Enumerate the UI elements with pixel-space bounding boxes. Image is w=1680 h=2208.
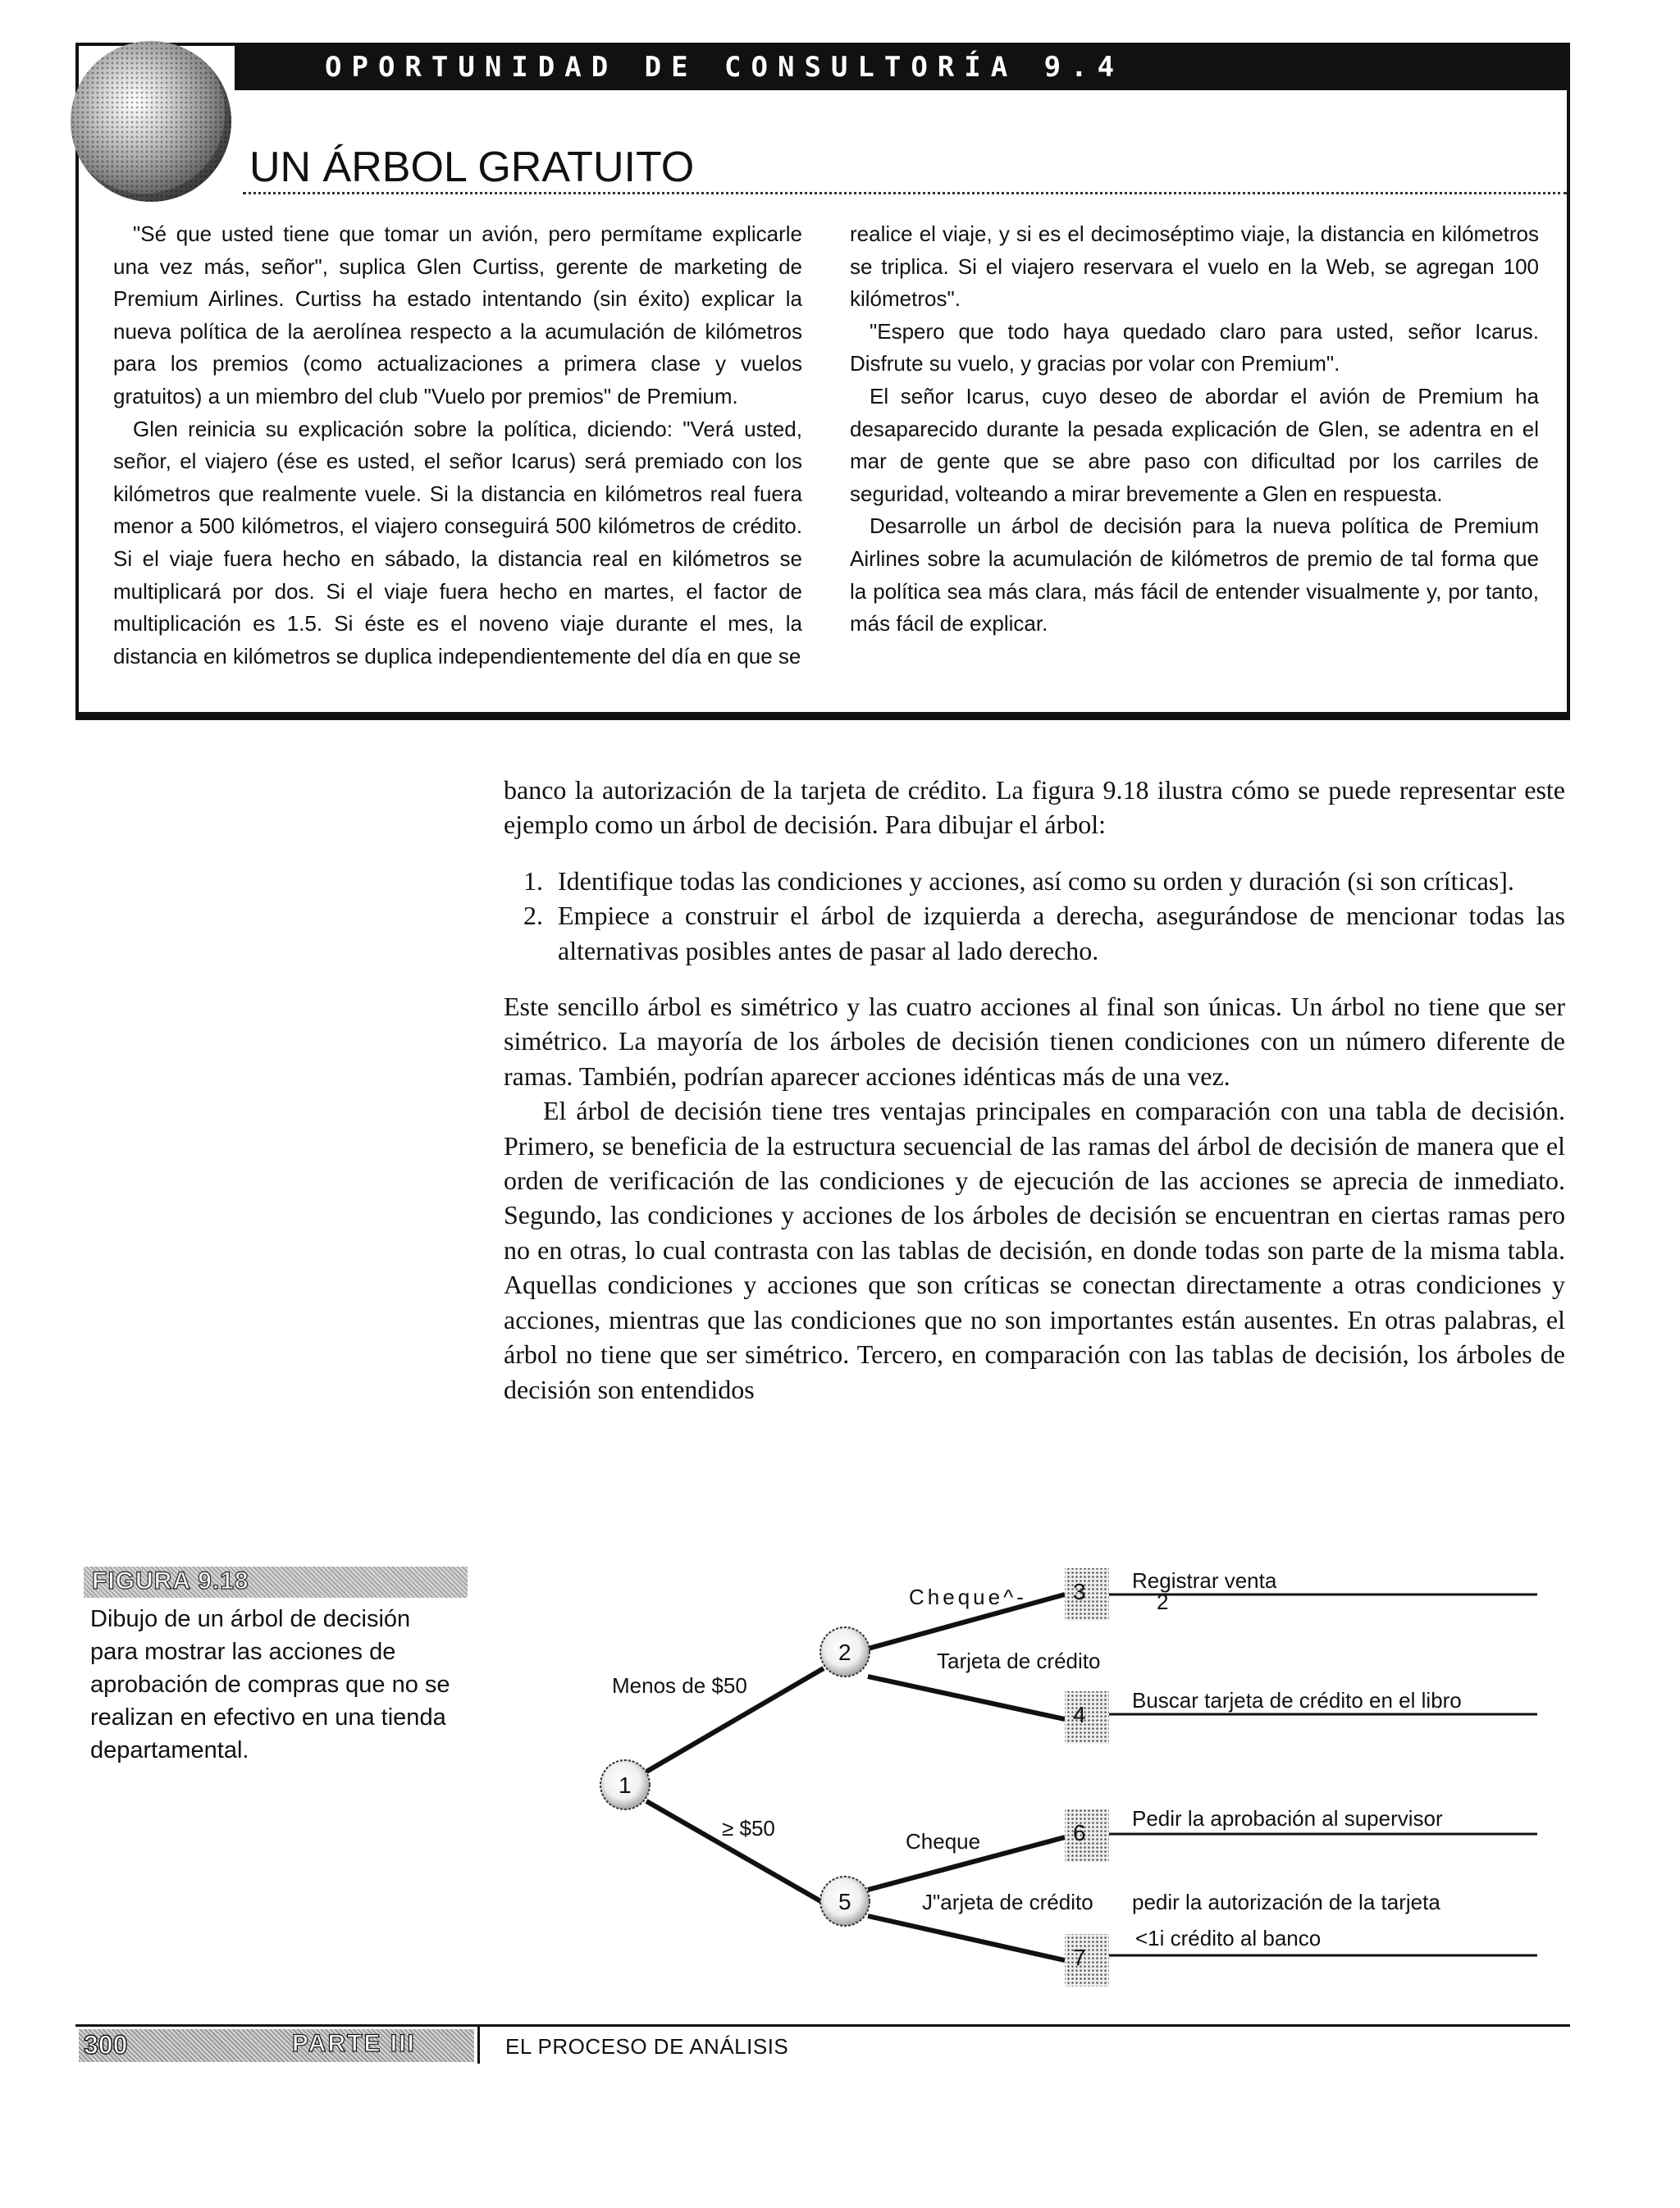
node-number: 1 — [619, 1772, 632, 1798]
box-header-label: OPORTUNIDAD DE CONSULTORÍA 9.4 — [325, 51, 1125, 84]
action-node-3 — [1065, 1568, 1109, 1621]
footer-divider — [477, 2026, 480, 2064]
box-paragraph: Desarrolle un árbol de decisión para la nueva política de Premium Airlines sobre la acumulación de kilómetros de premio de tal forma que la política sea más clara, más fácil de entender visualmente y, por tanto, más fácil de explicar. — [850, 513, 1539, 636]
action-label-3: Registrar venta — [1132, 1568, 1277, 1593]
node-number: 4 — [1073, 1702, 1086, 1727]
step-text: Empiece a construir el árbol de izquierda a derecha, asegurándose de mencionar todas las alternativas posibles antes de pasar al lado derecho. — [558, 901, 1565, 965]
action-node-4 — [1065, 1691, 1109, 1744]
action-label-3-mark: 2 — [1157, 1590, 1169, 1614]
action-label-6: Pedir la aprobación al supervisor — [1132, 1806, 1443, 1831]
action-node-6 — [1065, 1809, 1109, 1862]
box-title: UN ÁRBOL GRATUITO — [249, 144, 695, 191]
branch-label-less-50: Menos de $50 — [612, 1673, 747, 1698]
page-number: 300 — [84, 2030, 128, 2060]
action-label-7-line1: pedir la autorización de la tarjeta — [1132, 1890, 1440, 1914]
footer-halftone-band — [79, 2029, 474, 2062]
part-label: PARTE III — [292, 2030, 416, 2057]
intro-paragraph: banco la autorización de la tarjeta de crédito. La figura 9.18 ilustra cómo se puede representar este ejemplo como un árbol de decisión. Para dibujar el árbol: — [504, 775, 1565, 840]
branch-tarjeta-top — [868, 1677, 1065, 1719]
action-label-4: Buscar tarjeta de crédito en el libro — [1132, 1688, 1462, 1713]
decision-node-5 — [820, 1877, 870, 1926]
figure-label-text: FIGURA 9.18 — [92, 1567, 249, 1594]
step-text: Identifique todas las condiciones y acciones, así como su orden y duración (si son críticas]. — [558, 865, 1514, 896]
action-node-7 — [1065, 1934, 1109, 1987]
node-number: 7 — [1073, 1945, 1086, 1970]
step-number: 1. — [523, 865, 543, 896]
footer-section-title: EL PROCESO DE ANÁLISIS — [505, 2034, 789, 2059]
node-number: 6 — [1073, 1820, 1086, 1845]
node-number: 3 — [1073, 1579, 1086, 1604]
body-paragraph: El árbol de decisión tiene tres ventajas principales en comparación con una tabla de decisión. Primero, se beneficia de la estructura secuencial de las ramas del árbol de decisión de manera que el orden de verificación de las condiciones y de ejecución de las acciones se aprecia de inmediato. Segundo, las condiciones y acciones de los árboles de decisión se encuentran en ciertas ramas pero no en otras, lo cual contrasta con las tablas de decisión, en donde todas son parte de la misma tabla. Aquellas condiciones y acciones que son críticas se conectan directamente a otras condiciones y acciones, mientras que las condiciones que no son importantes están ausentes. En otras palabras, el árbol no tiene que ser simétrico. Tercero, en comparación con las tablas de decisión, los árboles de decisión son entendidos — [504, 1096, 1565, 1404]
branch-label-cheque-bottom: Cheque — [906, 1829, 981, 1854]
decision-node-2 — [820, 1627, 870, 1677]
figure-caption: Dibujo de un árbol de decisión para mostrar las acciones de aprobación de compras que no se realizan en efectivo en una tienda departamental. — [90, 1606, 450, 1763]
branch-label-tarjeta-bottom: J"arjeta de crédito — [922, 1890, 1093, 1914]
footer-rule — [75, 2024, 1570, 2027]
node-number: 5 — [838, 1889, 851, 1914]
body-paragraph: Este sencillo árbol es simétrico y las cuatro acciones al final son únicas. Un árbol no tiene que ser simétrico. La mayoría de los árboles de decisión tienen condiciones con un número diferente de ramas. También, podrían aparecer acciones idénticas más de una vez. — [504, 992, 1565, 1091]
box-paragraph: El señor Icarus, cuyo deseo de abordar el avión de Premium ha desaparecido durante la pesada explicación de Glen, se adentra en el mar de gente que se abre paso con dificultad por los carriles de seguridad, volteando a mirar brevemente a Glen en respuesta. — [850, 383, 1539, 506]
branch-label-cheque-top: Cheque^- — [909, 1585, 1027, 1609]
node-number: 2 — [838, 1640, 851, 1665]
decision-node-1 — [600, 1760, 650, 1809]
action-label-7-line2: <1i crédito al banco — [1135, 1926, 1322, 1950]
step-number: 2. — [523, 901, 543, 931]
branch-label-ge-50: ≥ $50 — [722, 1816, 775, 1841]
box-paragraph: "Espero que todo haya quedado claro para usted, señor Icarus. Disfrute su vuelo, y gracias por volar con Premium". — [850, 318, 1539, 376]
box-paragraph: Glen reinicia su explicación sobre la política, diciendo: "Verá usted, señor, el viajero (ése es usted, el señor Icarus) será premiado con los kilómetros que realmente vuele. Si la distancia en kilómetros real fuera menor a 500 kilómetros, el viajero conseguirá 500 kilómetros de crédito. Si el viaje fuera hecho en sábado, la distancia real en kilómetros se multiplicará por dos. Si el viaje fuera hecho en martes, el factor de multiplicación es 1.5. Si éste es el noveno viaje durante el mes, la distancia en kilómetros se duplica independientemente del día en que se — [113, 416, 802, 668]
branch-label-tarjeta-top: Tarjeta de crédito — [937, 1649, 1101, 1673]
branch-tarjeta-bottom — [868, 1916, 1065, 1960]
box-paragraph: "Sé que usted tiene que tomar un avión, pero permítame explicarle una vez más, señor", suplica Glen Curtiss, gerente de marketing de Premium Airlines. Curtiss ha estado intentando (sin éxito) explicar la nueva política de la aerolínea respecto a la acumulación de kilómetros para los premios (como actualizaciones a primera clase y vuelos gratuitos) a un miembro del club "Vuelo por premios" de Premium. — [113, 221, 802, 408]
box-paragraph: realice el viaje, y si es el decimoséptimo viaje, la distancia en kilómetros se triplica. Si el viajero reservara el vuelo en la Web, se agregan 100 kilómetros". — [850, 221, 1539, 312]
